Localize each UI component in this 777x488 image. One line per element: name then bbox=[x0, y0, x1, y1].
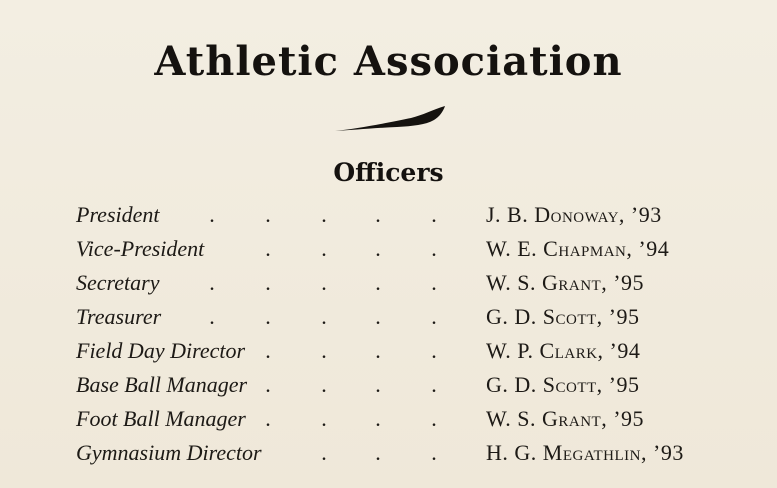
leader-dot: . bbox=[265, 236, 271, 261]
officer-name: G. D. Scott, ’95 bbox=[486, 372, 640, 397]
leader-dot: . bbox=[209, 304, 215, 329]
officer-role: Secretary bbox=[76, 270, 160, 295]
section-heading-officers: Officers bbox=[333, 158, 444, 187]
officer-role: Base Ball Manager bbox=[76, 372, 248, 397]
leader-dot: . bbox=[431, 202, 437, 227]
officer-role: President bbox=[76, 202, 160, 227]
leader-dot: . bbox=[321, 270, 327, 295]
list-item bbox=[76, 268, 736, 302]
leader-dots bbox=[76, 304, 456, 334]
leader-dot: . bbox=[321, 304, 327, 329]
leader-dot: . bbox=[265, 338, 271, 363]
list-item bbox=[76, 438, 736, 472]
leader-dot: . bbox=[321, 440, 327, 465]
leader-dots bbox=[76, 236, 456, 266]
officer-name: W. S. Grant, ’95 bbox=[486, 406, 645, 431]
officer-name: W. E. Chapman, ’94 bbox=[486, 236, 670, 261]
leader-dot: . bbox=[431, 236, 437, 261]
officer-role: Vice-President bbox=[76, 236, 205, 261]
leader-dot: . bbox=[321, 372, 327, 397]
list-item bbox=[76, 336, 736, 370]
list-item bbox=[76, 404, 736, 438]
leader-dot: . bbox=[265, 202, 271, 227]
leader-dot: . bbox=[375, 440, 381, 465]
officers-list bbox=[76, 200, 736, 472]
page-title: Athletic Association bbox=[154, 38, 623, 85]
leader-dot: . bbox=[375, 202, 381, 227]
leader-dots bbox=[76, 270, 456, 300]
leader-dots bbox=[76, 338, 456, 368]
leader-dots bbox=[76, 202, 456, 232]
leader-dot: . bbox=[265, 270, 271, 295]
leader-dot: . bbox=[375, 304, 381, 329]
leader-dot: . bbox=[375, 270, 381, 295]
leader-dot: . bbox=[265, 304, 271, 329]
officer-name: J. B. Donoway, ’93 bbox=[486, 202, 662, 227]
leader-dots bbox=[76, 372, 456, 402]
leader-dot: . bbox=[431, 406, 437, 431]
leader-dot: . bbox=[375, 236, 381, 261]
officer-name: W. P. Clark, ’94 bbox=[486, 338, 641, 363]
leader-dot: . bbox=[431, 304, 437, 329]
officer-role: Treasurer bbox=[76, 304, 162, 329]
leader-dot: . bbox=[375, 372, 381, 397]
list-item bbox=[76, 200, 736, 234]
leader-dot: . bbox=[265, 372, 271, 397]
leader-dots bbox=[76, 440, 456, 470]
leader-dot: . bbox=[375, 338, 381, 363]
officer-name: W. S. Grant, ’95 bbox=[486, 270, 645, 295]
leader-dot: . bbox=[321, 202, 327, 227]
officer-role: Gymnasium Director bbox=[76, 440, 262, 465]
leader-dot: . bbox=[209, 202, 215, 227]
officer-name: G. D. Scott, ’95 bbox=[486, 304, 640, 329]
officer-name: H. G. Megathlin, ’93 bbox=[486, 440, 684, 465]
leader-dot: . bbox=[321, 236, 327, 261]
officer-role: Foot Ball Manager bbox=[76, 406, 246, 431]
leader-dot: . bbox=[265, 406, 271, 431]
leader-dot: . bbox=[431, 270, 437, 295]
leader-dot: . bbox=[321, 338, 327, 363]
leader-dot: . bbox=[209, 270, 215, 295]
list-item bbox=[76, 302, 736, 336]
list-item bbox=[76, 370, 736, 404]
leader-dot: . bbox=[431, 440, 437, 465]
leader-dots bbox=[76, 406, 456, 436]
leader-dot: . bbox=[321, 406, 327, 431]
officer-role: Field Day Director bbox=[76, 338, 246, 363]
ornament-flourish bbox=[333, 104, 451, 136]
list-item bbox=[76, 234, 736, 268]
leader-dot: . bbox=[375, 406, 381, 431]
leader-dot: . bbox=[431, 372, 437, 397]
leader-dot: . bbox=[431, 338, 437, 363]
